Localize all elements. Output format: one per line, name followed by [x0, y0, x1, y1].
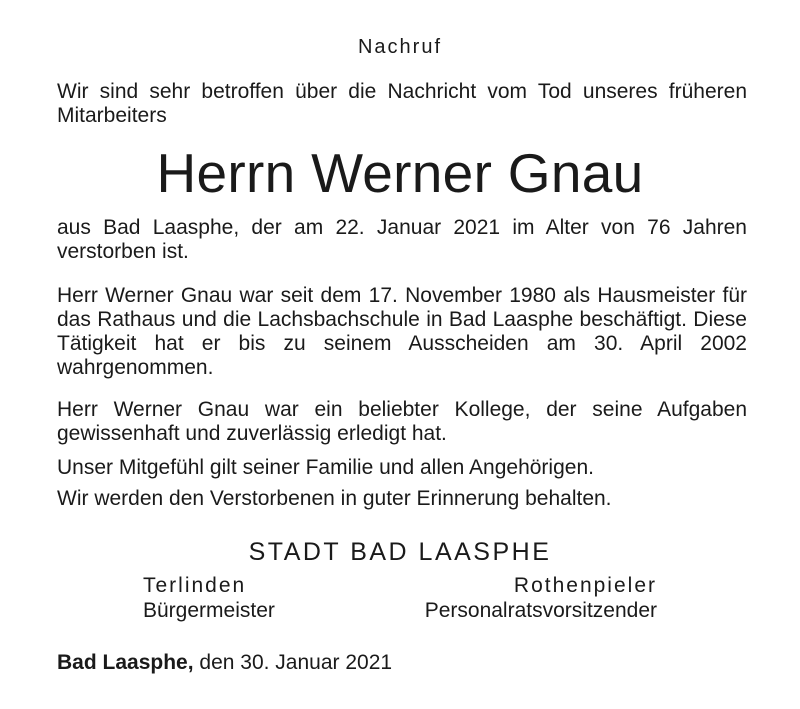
memory-paragraph: Wir werden den Verstorbenen in guter Erinnerung behalten. [57, 487, 612, 510]
colleague-paragraph: Herr Werner Gnau war ein beliebter Kollege, der seine Aufgaben gewissenhaft und zuverlässig erledigt hat. [57, 398, 747, 445]
signer-council-title: Personalratsvorsitzender [424, 599, 657, 622]
sympathy-paragraph: Unser Mitgefühl gilt seiner Familie und allen Angehörigen. [57, 456, 594, 479]
closing-line [57, 650, 392, 675]
intro-text: Wir sind sehr betroffen über die Nachricht vom Tod unseres früheren Mitarbeiters [57, 80, 747, 127]
signer-mayor-title: Bürgermeister [143, 599, 275, 622]
closing-date: den 30. Januar 2021 [199, 651, 393, 674]
signer-mayor [143, 573, 275, 623]
signer-council [425, 573, 657, 623]
notice-heading: Nachruf [357, 36, 443, 58]
signer-mayor-name: Terlinden [143, 574, 247, 597]
deceased-name: Herrn Werner Gnau [156, 142, 644, 204]
origin-text: aus Bad Laasphe, der am 22. Januar 2021 im Alter von 76 Jahren verstorben ist. [57, 216, 747, 263]
organization-name: STADT BAD LAASPHE [248, 538, 552, 566]
signer-council-name: Rothenpieler [513, 574, 657, 597]
service-paragraph: Herr Werner Gnau war seit dem 17. November 1980 als Hausmeister für das Rathaus und die Lachsbachschule in Bad Laasphe beschäftigt. Diese Tätigkeit hat er bis zu seinem Ausscheiden am 30. April 2002 wahrgenommen. [57, 284, 747, 379]
closing-place: Bad Laasphe, [57, 651, 194, 674]
